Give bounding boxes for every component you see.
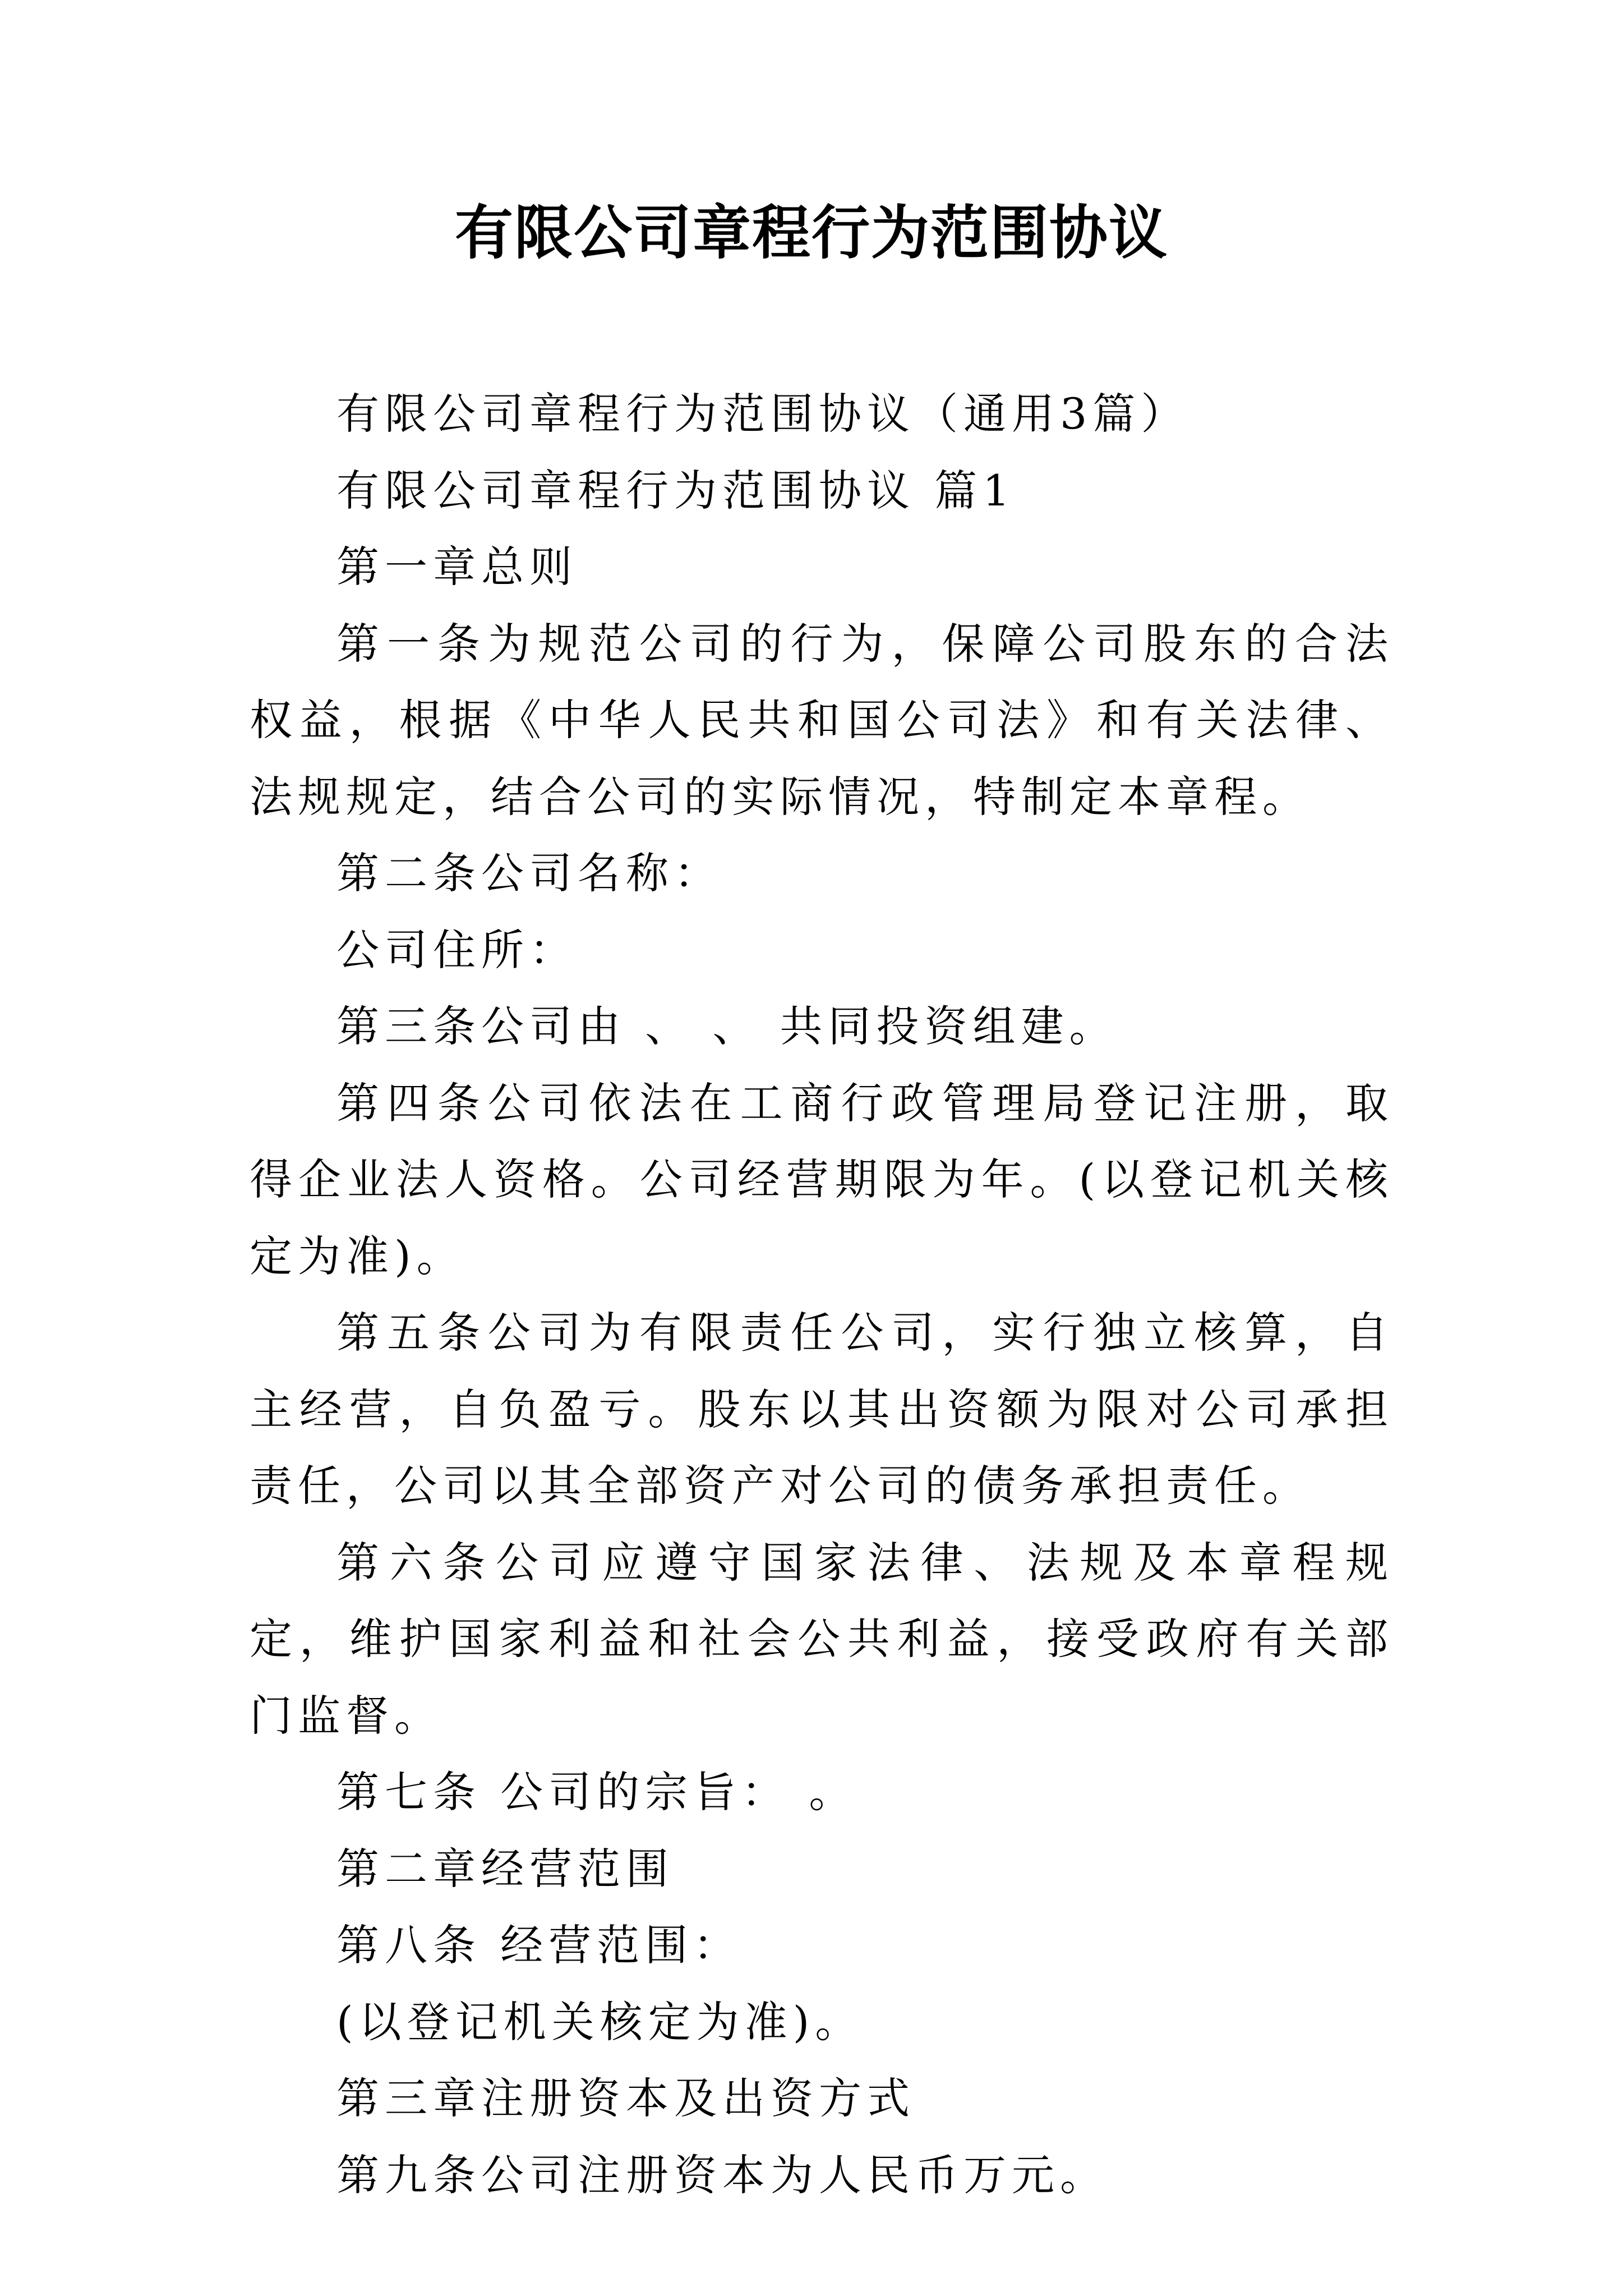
article-7: 第七条 公司的宗旨： 。 [336,1767,857,1817]
chapter-heading-3: 第三章注册资本及出资方式 [336,2073,915,2123]
article-5: 第五条公司为有限责任公司，实行独立核算，自主经营，自负盈亏。股东以其出资额为限对公司承担责任，公司以其全部资产对公司的债务承担责任。 [250,1308,1394,1511]
article-1: 第一条为规范公司的行为，保障公司股东的合法权益，根据《中华人民共和国公司法》和有关法律、法规规定，结合公司的实际情况，特制定本章程。 [250,618,1394,822]
document-title: 有限公司章程行为范围协议 [454,199,1168,267]
article-8-note: (以登记机关核定为准)。 [336,1996,864,2047]
article-9: 第九条公司注册资本为人民币万元。 [336,2150,1108,2200]
article-4: 第四条公司依法在工商行政管理局登记注册，取得企业法人资格。公司经营期限为年。(以登记机关核定为准)。 [250,1078,1394,1281]
article-6: 第六条公司应遵守国家法律、法规及本章程规定，维护国家利益和社会公共利益，接受政府有关部门监督。 [250,1537,1394,1741]
paragraph-part-heading: 有限公司章程行为范围协议 篇1 [336,465,1016,516]
article-3: 第三条公司由 、 、 共同投资组建。 [336,1001,1118,1051]
article-2-address: 公司住所： [336,924,578,975]
article-8: 第八条 经营范围： [336,1920,742,1970]
paragraph-subtitle: 有限公司章程行为范围协议（通用3篇） [336,389,1189,439]
document-body [250,376,1394,2214]
chapter-heading-1: 第一章总则 [336,542,578,592]
article-2-name: 第二条公司名称： [336,848,722,898]
chapter-heading-2: 第二章经营范围 [336,1843,674,1894]
